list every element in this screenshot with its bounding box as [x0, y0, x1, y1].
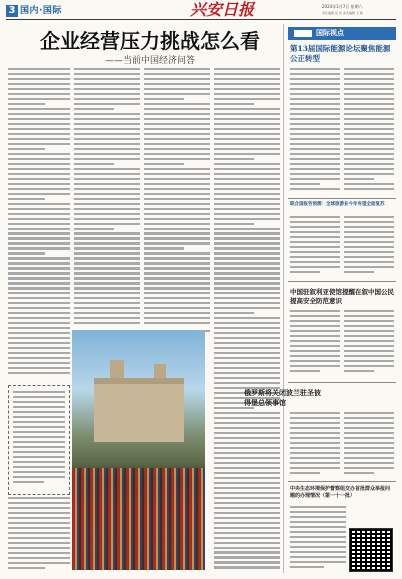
article5-body [290, 506, 346, 572]
article2-body-right [344, 216, 394, 278]
issue-date: 2024年1月7日 星期六 [322, 4, 363, 9]
article-column-1 [8, 68, 70, 380]
article-column-4 [214, 68, 280, 573]
article1-body-right [344, 68, 394, 196]
article4-title: 俄罗斯将关闭波兰驻圣彼得堡总领事馆 [244, 388, 321, 407]
editor-line: 责任编辑 张 伟 美术编辑 王 敏 [322, 11, 363, 15]
article2-title: 联合国报告预测：全球旅游业今年有望全面复苏 [290, 202, 385, 207]
qr-code-icon [349, 528, 393, 572]
header-divider [6, 19, 396, 20]
main-headline: 企业经营压力挑战怎么看 [40, 29, 260, 53]
article2-body-left [290, 216, 340, 278]
article3-title: 中国驻叙利亚使馆提醒在叙中国公民提高安全防范意识 [290, 288, 394, 305]
article3-body-right [344, 310, 394, 380]
article1-body-left [290, 68, 340, 196]
news-photo [72, 330, 205, 570]
article4-body-right [344, 412, 394, 478]
newspaper-logo: 兴安日报 [190, 0, 255, 19]
editor-note-box [8, 385, 70, 495]
section-divider [288, 198, 396, 199]
article3-body-left [290, 310, 340, 380]
article1-title: 第13届国际能源论坛聚焦能源公正转型 [290, 44, 391, 63]
article-column-3 [144, 68, 210, 326]
column-divider [283, 24, 284, 573]
article4-body-left [290, 412, 340, 478]
article-column-2 [74, 68, 140, 326]
section-title: 国内·国际 [20, 6, 62, 16]
international-panel-header: 国际视点 [288, 27, 396, 40]
panel-tag-icon [294, 30, 312, 37]
main-subtitle: ——当前中国经济问答 [104, 56, 195, 66]
article-column-1-tail [8, 497, 70, 573]
page-number: 3 [6, 5, 18, 17]
section-divider [288, 281, 396, 282]
article5-title: 中央生态环境保护督察组交办首批群众举报问题的办理情况（第一十一批） [290, 486, 391, 499]
section-divider [288, 382, 396, 383]
section-divider [288, 481, 396, 482]
